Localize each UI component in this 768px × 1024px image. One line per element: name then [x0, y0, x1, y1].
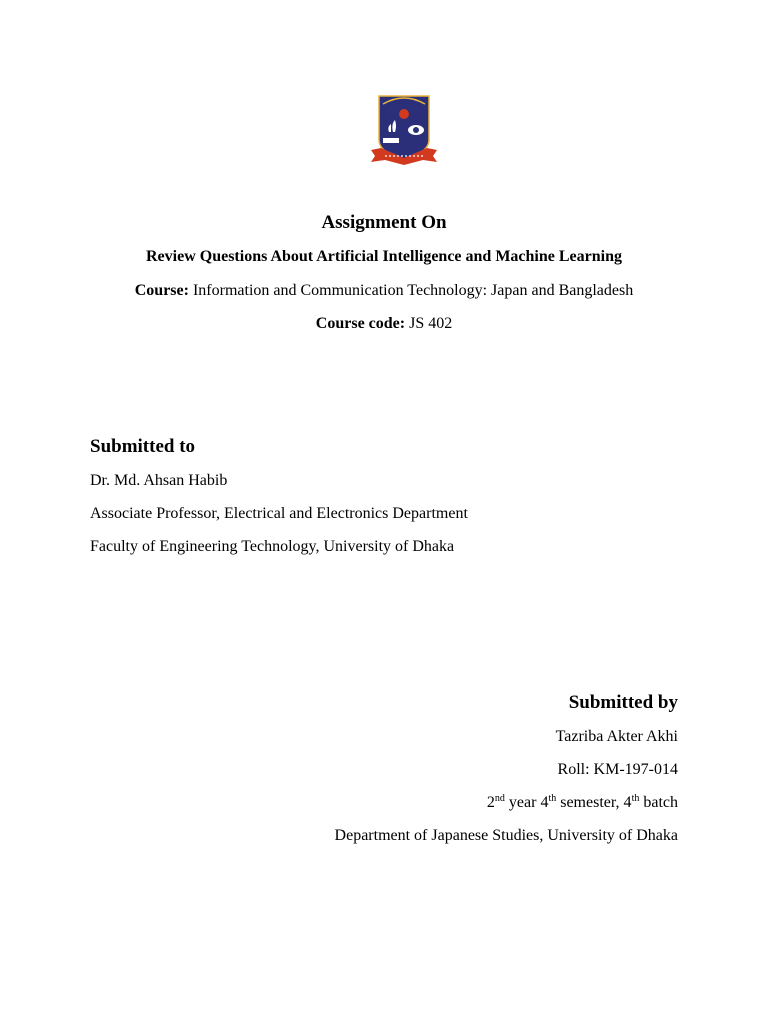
course-code-value: JS 402 [405, 315, 453, 332]
university-crest-logo [369, 94, 439, 166]
student-roll: Roll: KM-197-014 [557, 761, 678, 778]
semester-text: semester, 4 [556, 794, 632, 811]
supervisor-position: Associate Professor, Electrical and Electronics Department [90, 505, 468, 522]
course-label: Course: [134, 282, 189, 299]
submitted-by-heading: Submitted by [568, 692, 678, 713]
year-text: year 4 [504, 794, 549, 811]
batch-text: batch [639, 794, 678, 811]
student-department: Department of Japanese Studies, University of Dhaka [334, 827, 678, 844]
student-year-semester [487, 794, 678, 812]
assignment-subtitle: Review Questions About Artificial Intelligence and Machine Learning [146, 248, 622, 265]
supervisor-name: Dr. Md. Ahsan Habib [90, 472, 228, 489]
semester-suffix: th [548, 793, 557, 804]
supervisor-faculty: Faculty of Engineering Technology, University of Dhaka [90, 538, 455, 555]
course-code-line [0, 315, 768, 333]
course-value: Information and Communication Technology: Japan and Bangladesh [188, 282, 634, 299]
student-name: Tazriba Akter Akhi [555, 728, 678, 745]
year-number: 2 [486, 794, 495, 811]
batch-suffix: th [631, 793, 640, 804]
submitted-to-heading: Submitted to [90, 436, 196, 457]
course-code-label: Course code: [315, 315, 406, 332]
year-suffix: nd [494, 793, 505, 804]
assignment-title: Assignment On [321, 212, 447, 233]
course-line [0, 282, 768, 300]
